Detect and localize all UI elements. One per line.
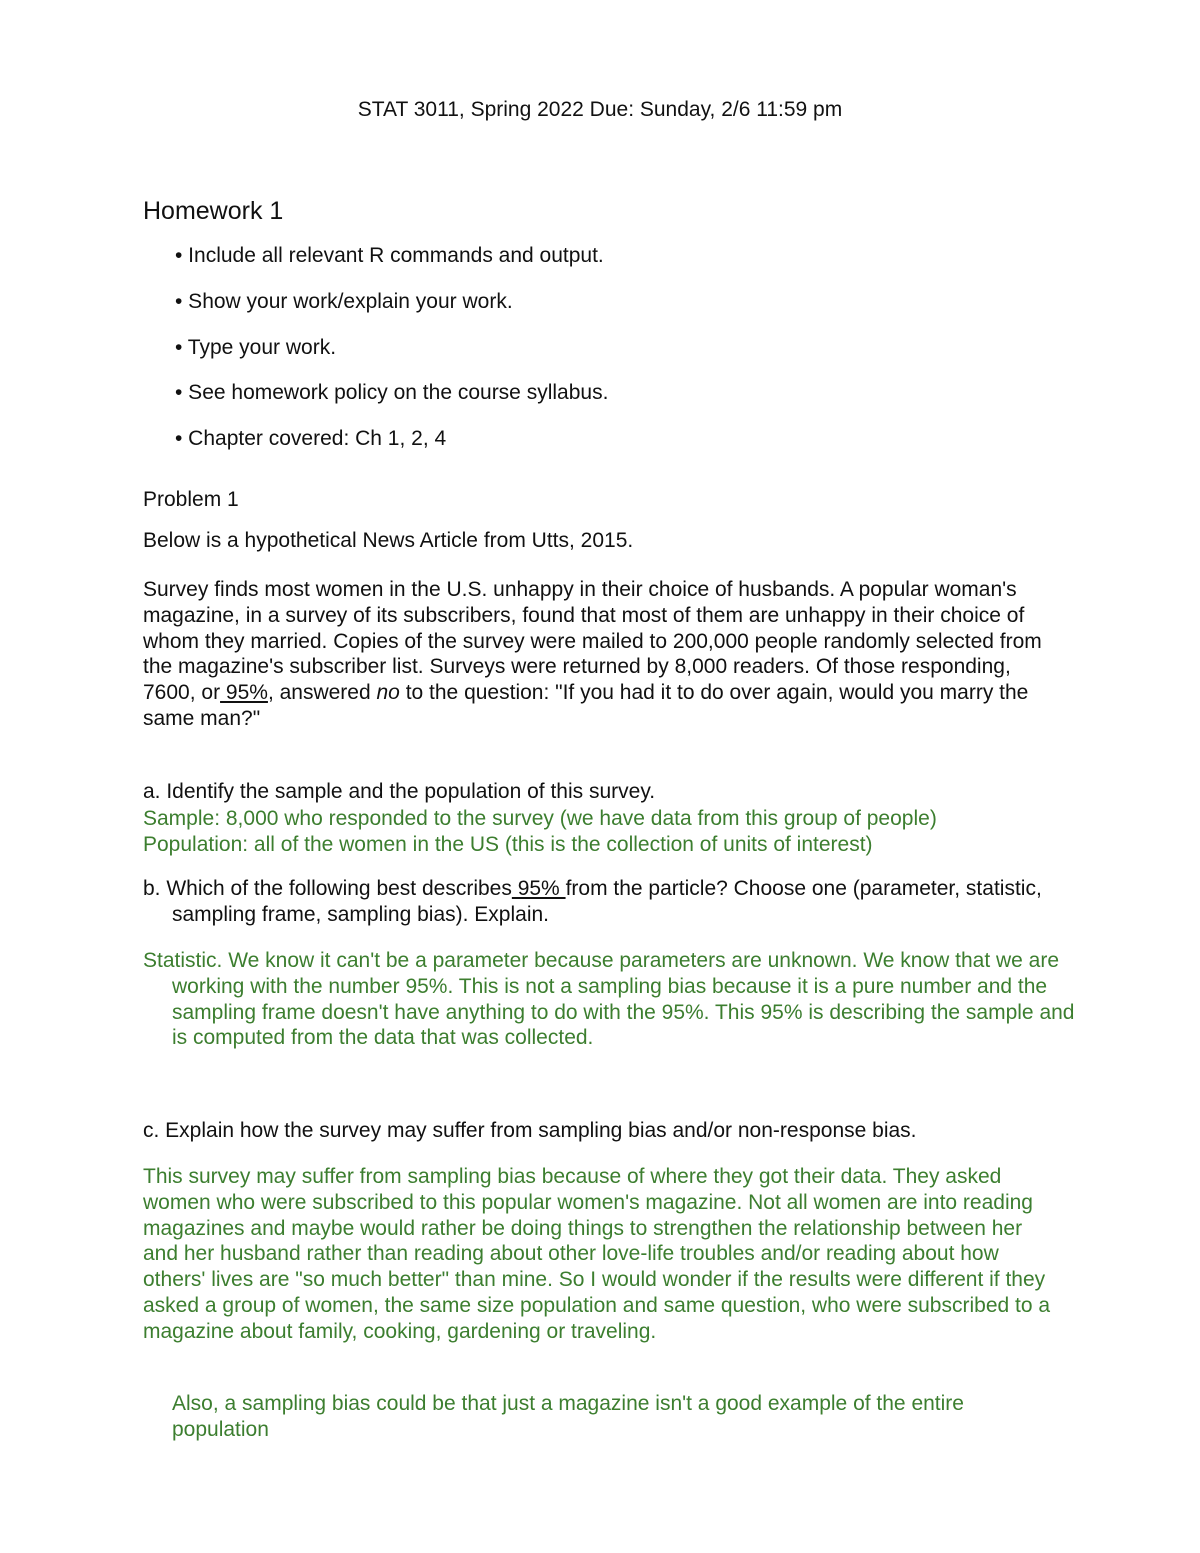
instruction-bullet: • Chapter covered: Ch 1, 2, 4	[175, 427, 447, 450]
instruction-bullet: • Show your work/explain your work.	[175, 290, 513, 313]
question-b-text: from the particle? Choose one (parameter, statistic, sampling frame, sampling bias). Explain.	[172, 877, 1042, 926]
answer-a-population: Population: all of the women in the US (this is the collection of units of interest)	[143, 833, 873, 856]
instruction-bullet: • See homework policy on the course syllabus.	[175, 381, 609, 404]
article-text: Survey finds most women in the U.S. unhappy in their choice of husbands. A popular woman's magazine, in a survey of its subscribers, found that most of them are unhappy in their choice of whom they married. Copies of the survey were mailed to 200,000 people randomly selected from the magazine's subscriber list. Surveys were returned by 8,000 readers. Of those responding, 7600, or	[143, 578, 1042, 705]
news-article	[143, 577, 1053, 732]
answer-a-sample: Sample: 8,000 who responded to the survey (we have data from this group of people)	[143, 807, 937, 830]
article-underlined-percent: 95%	[220, 681, 268, 705]
answer-c-paragraph: This survey may suffer from sampling bias because of where they got their data. They asked women who were subscribed to this popular women's magazine. Not all women are into reading magazines and maybe would rather be doing things to strengthen the relationship between her and her husband rather than reading about other love-life troubles and/or reading about how others' lives are "so much better" than mine. So I would wonder if the results were different if they asked a group of women, the same size population and same question, who were subscribed to a magazine about family, cooking, gardening or traveling.	[143, 1165, 1051, 1343]
page-header: STAT 3011, Spring 2022 Due: Sunday, 2/6 11:59 pm	[357, 98, 843, 121]
question-b	[143, 876, 1092, 928]
page-title: Homework 1	[143, 197, 284, 225]
question-b-underlined-percent: 95%	[511, 877, 566, 900]
article-text: to the question: "If you had it to do over again, would you marry the same man?"	[143, 681, 1029, 730]
question-c: c. Explain how the survey may suffer from sampling bias and/or non-response bias.	[143, 1119, 917, 1142]
question-a: a. Identify the sample and the population of this survey.	[143, 780, 656, 803]
problem-intro: Below is a hypothetical News Article from Utts, 2015.	[143, 529, 634, 552]
question-b-text: b. Which of the following best describes	[143, 877, 512, 900]
article-text: , answered	[267, 681, 377, 705]
answer-c-additional: Also, a sampling bias could be that just a magazine isn't a good example of the entire population	[172, 1392, 964, 1441]
instruction-bullet: • Type your work.	[175, 336, 337, 359]
instruction-bullet: • Include all relevant R commands and output.	[175, 244, 604, 267]
article-italic-no: no	[376, 681, 400, 705]
answer-b: Statistic. We know it can't be a parameter because parameters are unknown. We know that we are working with the number 95%. This is not a sampling bias because it is a pure number and the sampling frame doesn't have anything to do with the 95%. This 95% is describing the sample and is computed from the data that was collected.	[143, 949, 1075, 1050]
problem-heading: Problem 1	[143, 488, 239, 511]
